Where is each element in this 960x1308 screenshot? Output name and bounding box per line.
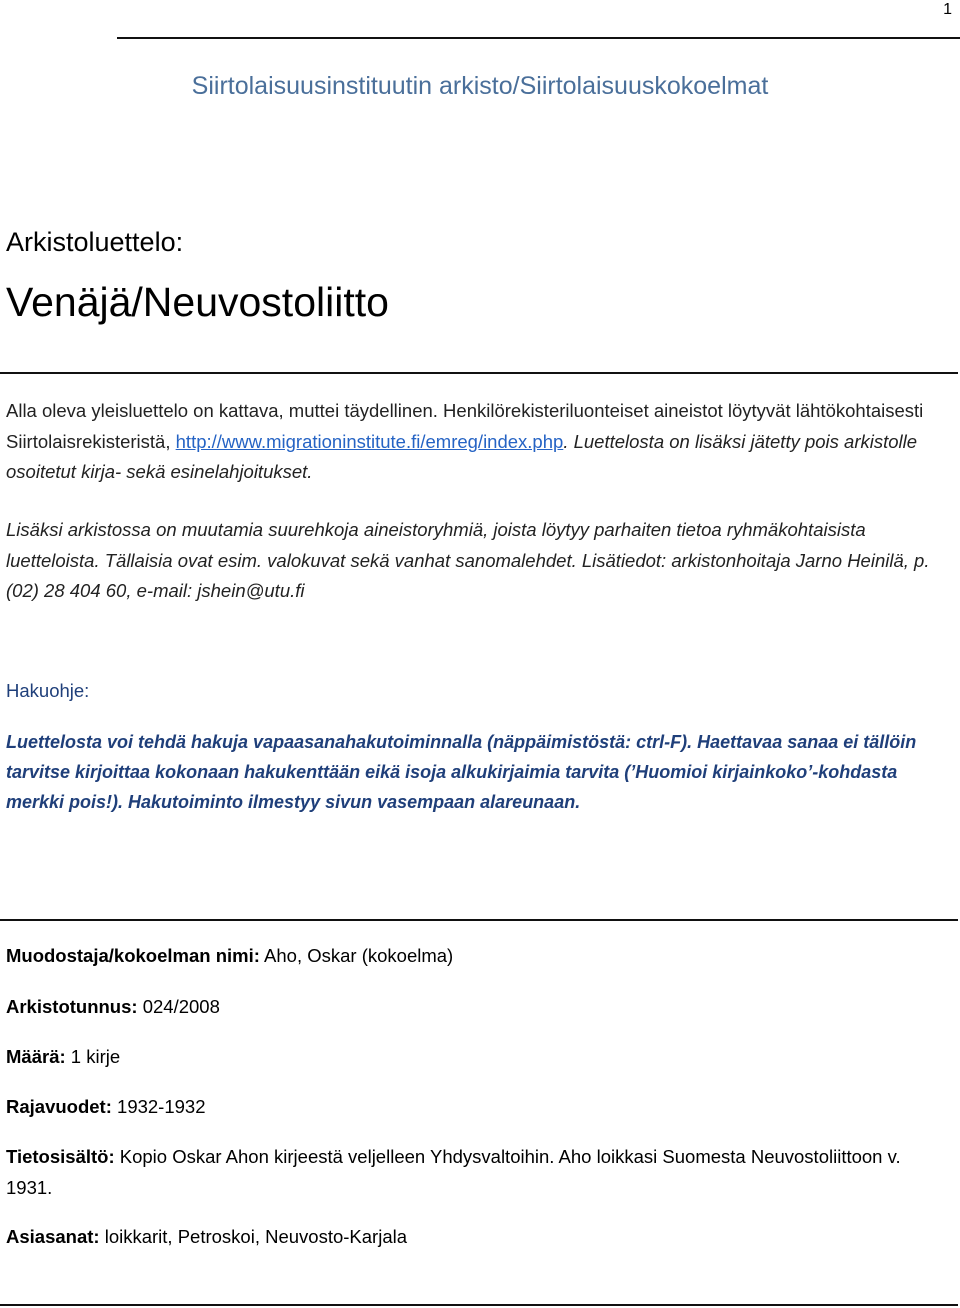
top-divider: [117, 37, 960, 39]
emreg-link[interactable]: http://www.migrationinstitute.fi/emreg/index.php: [175, 430, 564, 452]
section-divider: [0, 372, 958, 374]
record-creator-label: Muodostaja/kokoelman nimi:: [6, 945, 260, 966]
record-content-value: Kopio Oskar Ahon kirjeestä veljelleen Yhdysvaltoihin. Aho loikkasi Suomesta Neuvostoliittoon v. 1931.: [6, 1146, 901, 1198]
intro-text-start: Alla oleva yleisluettelo on kattava, muttei täydellinen. Henkilörekisteriluonteiset aineistot löytyvät lähtökohtaisesti Siirtolaisrekisteristä,: [6, 400, 924, 452]
catalog-label: Arkistoluettelo:: [6, 227, 184, 257]
record-years-value: 1932-1932: [111, 1096, 206, 1117]
record-archive-id: [6, 991, 950, 1022]
record-content-label: Tietosisältö:: [6, 1146, 115, 1167]
intro-text-end: . Luettelosta on lisäksi jätetty pois arkistolle osoitetut kirja- sekä esinelahjoitukset.: [6, 430, 918, 482]
record-archive-id-label: Arkistotunnus:: [6, 996, 138, 1017]
record-amount: [6, 1041, 950, 1072]
record-archive-id-value: 024/2008: [137, 996, 220, 1017]
record-divider: [0, 919, 958, 921]
record-years: [6, 1091, 950, 1122]
additional-info-paragraph: Lisäksi arkistossa on muutamia suurehkoja aineistoryhmiä, joista löytyy parhaiten tietoa ryhmäkohtaisista luetteloista. Tällaisia ovat esim. valokuvat sekä vanhat sanomalehdet. Lisätiedot: arkistonhoitaja Jarno Heinilä, p. (02) 28 404 60, e-mail: jshein@utu.fi: [6, 519, 930, 601]
collection-title: Siirtolaisuusinstituutin arkisto/Siirtolaisuuskokoelmat: [191, 72, 769, 100]
record-years-label: Rajavuodet:: [6, 1096, 112, 1117]
record-keywords-value: loikkarit, Petroskoi, Neuvosto-Karjala: [99, 1226, 408, 1247]
record-content: [6, 1141, 950, 1203]
record-keywords: [6, 1221, 950, 1252]
catalog-title: Venäjä/Neuvostoliitto: [6, 279, 389, 325]
bottom-divider: [0, 1304, 958, 1306]
record-keywords-label: Asiasanat:: [6, 1226, 100, 1247]
record-amount-value: 1 kirje: [65, 1046, 121, 1067]
search-help-text: Luettelosta voi tehdä hakuja vapaasanahakutoiminnalla (näppäimistöstä: ctrl-F). Haettavaa sanaa ei tällöin tarvitse kirjoittaa kokonaan hakukenttään eikä isoja alkukirjaimia tarvita (’Huomioi kirjainkoko’-kohdasta merkki pois!). Hakutoiminto ilmestyy sivun vasempaan alareunaan.: [6, 732, 917, 812]
search-help-label: Hakuohje:: [6, 680, 90, 701]
page-number: 1: [943, 1, 952, 18]
record-amount-label: Määrä:: [6, 1046, 66, 1067]
intro-paragraph: [6, 396, 950, 488]
record-creator-value: Aho, Oskar (kokoelma): [259, 945, 454, 966]
record-creator: [6, 940, 950, 971]
